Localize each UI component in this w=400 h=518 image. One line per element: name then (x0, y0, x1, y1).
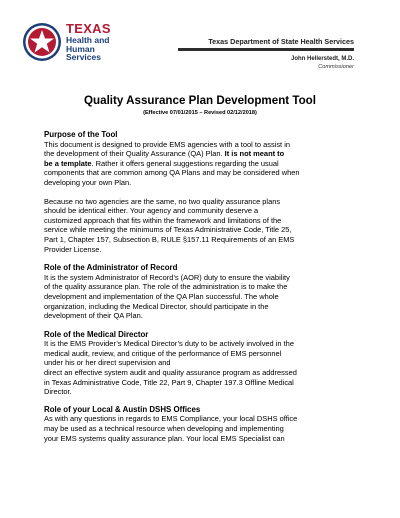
logo-wordmark (66, 22, 132, 62)
section-paragraph: It is the system Administrator of Record’s (AOR) duty to ensure the viability of the quality assurance plan. The role of the administration is to make the development and implementation of the QA Plan successful. The whole organization, including the Medical Director, should participate in the development of their QA Plan. (44, 272, 290, 321)
section-heading: Role of the Administrator of Record (44, 263, 178, 273)
logo-text-line3: Services (66, 52, 101, 63)
section-paragraph: It is the EMS Provider’s Medical Director’s duty to be actively involved in the medical audit, review, and critique of the performance of EMS personnel under his or her direct supervision and direct an effective system audit and quality assurance program as addressed in Texas Administrative Code, Title 22, Part 9, Chapter 197.3 Offline Medical Director. (44, 339, 297, 397)
document-subtitle: (Effective 07/01/2015 – Revised 02/12/2018) (143, 110, 257, 116)
section-paragraph (44, 140, 369, 188)
agency-name: Texas Department of State Health Services (208, 37, 354, 46)
document-title: Quality Assurance Plan Development Tool (84, 94, 316, 107)
logo-text-texas: TEXAS (66, 21, 111, 36)
section-paragraph: As with any questions in regards to EMS Compliance, your local DSHS office may be used as a technical resource when developing and implementing your EMS systems quality assurance plan. Your local EMS Specialist can (44, 414, 298, 443)
emphasis-text: It is not meant to be a template (44, 149, 285, 168)
logo-text-line2: Health and Human (66, 34, 110, 54)
section-aor (44, 263, 369, 321)
hhs-logo (22, 20, 132, 66)
signer-name: John Hellerstedt, M.D. (290, 56, 354, 62)
section-heading: Role of your Local & Austin DSHS Offices (44, 404, 201, 414)
spacer (44, 188, 369, 197)
signer-block (291, 56, 354, 70)
section-heading: Role of the Medical Director (44, 329, 149, 339)
document-body (44, 130, 369, 443)
spacer (44, 254, 369, 263)
section-dshs-offices (44, 405, 369, 443)
spacer (44, 321, 369, 330)
section-purpose (44, 130, 369, 254)
text-run: This document is designed to provide EMS agencies with a tool to assist in the development of their Quality Assurance (QA) Plan. (44, 139, 290, 159)
section-medical-director (44, 330, 369, 397)
texas-star-seal-icon (22, 22, 62, 62)
signer-title: Commissioner (318, 63, 354, 70)
text-run: . Rather it offers general suggestions regarding the usual components that are common among QA Plans and may be considered when developing your own Plan. (44, 158, 300, 187)
spacer (44, 397, 369, 405)
header-rule (178, 48, 354, 51)
section-heading: Purpose of the Tool (44, 130, 118, 139)
section-paragraph: Because no two agencies are the same, no two quality assurance plans should be identical either. Your agency and community deserve a customized approach that fits within the framework and limitations of the service while meeting the minimums of Texas Administrative Code, Title 25, Part 1, Chapter 157, Subsection B, RULE §157.11 Requirements of an EMS Provider License. (44, 196, 295, 254)
